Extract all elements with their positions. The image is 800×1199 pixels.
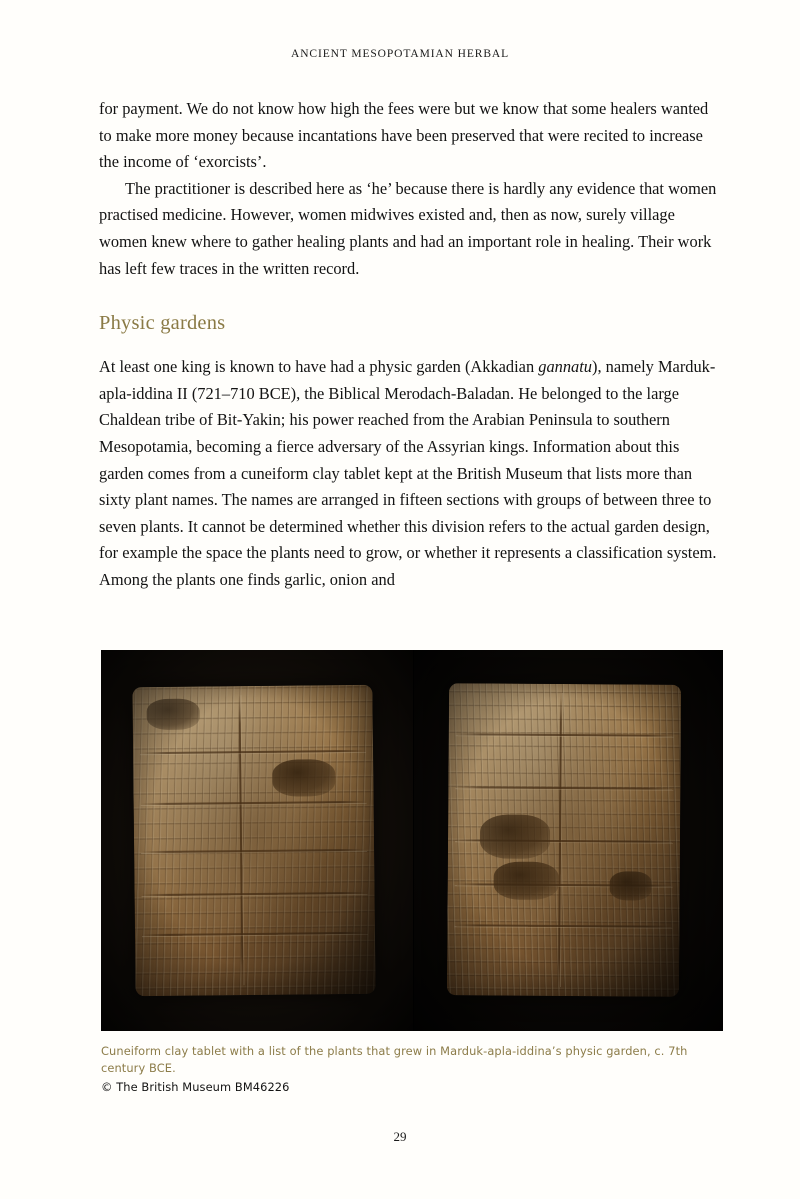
clay-tablet-obverse — [132, 685, 375, 996]
spacer-after-heading — [99, 336, 717, 354]
section-paragraph-part-1: At least one king is known to have had a physic garden (Akkadian — [99, 357, 539, 377]
page-number: 29 — [393, 1129, 407, 1144]
figure-caption: Cuneiform clay tablet with a list of the plants that grew in Marduk-apla-iddina’s physic garden, c. 7th century BCE. — [101, 1044, 688, 1075]
page-section-heading: Physic gardens — [99, 312, 226, 335]
cuneiform-wedges-icon — [132, 685, 375, 996]
tablet-damage-patch — [147, 699, 200, 730]
tablet-damage-patch — [272, 759, 335, 797]
tablet-photo-reverse — [413, 650, 723, 1031]
figure-caption-block — [101, 1043, 721, 1095]
running-head: ANCIENT MESOPOTAMIAN HERBAL — [290, 48, 510, 60]
spacer-before-heading — [99, 282, 717, 310]
tablet-photo-obverse — [101, 650, 413, 1031]
section-paragraph-part-2: ), namely Marduk-apla-iddina II (721–710 BCE), the Biblical Merodach-Baladan. He belonged to the large Chaldean tribe of Bit-Yakin; his power reached from the Arabian Peninsula to southern Mesopotamia, becoming a fierce adversary of the Assyrian kings. Information about this garden comes from a cuneiform clay tablet kept at the British Museum that lists more than sixty plant names. The names are arranged in fifteen sections with groups of between three to seven plants. It cannot be determined whether this division refers to the actual garden design, for example the space the plants need to grow, or whether it represents a classification system. Among the plants one finds garlic, onion and — [99, 357, 717, 589]
tablet-damage-patch — [494, 862, 559, 900]
body-paragraph-1: for payment. We do not know how high the fees were but we know that some healers wanted to make more money because incantations have been preserved that were recited to increase the income of ‘exorcists’. — [99, 99, 709, 172]
section-paragraph — [99, 354, 717, 593]
tablet-damage-patch — [480, 815, 550, 859]
akkadian-term: gannatu — [538, 357, 592, 377]
text-column — [99, 96, 717, 594]
figure-credit: © The British Museum BM46226 — [101, 1080, 290, 1094]
body-paragraph-2: The practitioner is described here as ‘he’ because there is hardly any evidence that women practised medicine. However, women midwives existed and, then as now, surely village women knew where to gather healing plants and had an important role in healing. Their work has left few traces in the written record. — [99, 178, 717, 278]
tablet-damage-patch — [610, 872, 652, 900]
clay-tablet-reverse — [447, 683, 681, 997]
figure-image — [101, 650, 723, 1031]
figure-panes — [101, 650, 723, 1031]
